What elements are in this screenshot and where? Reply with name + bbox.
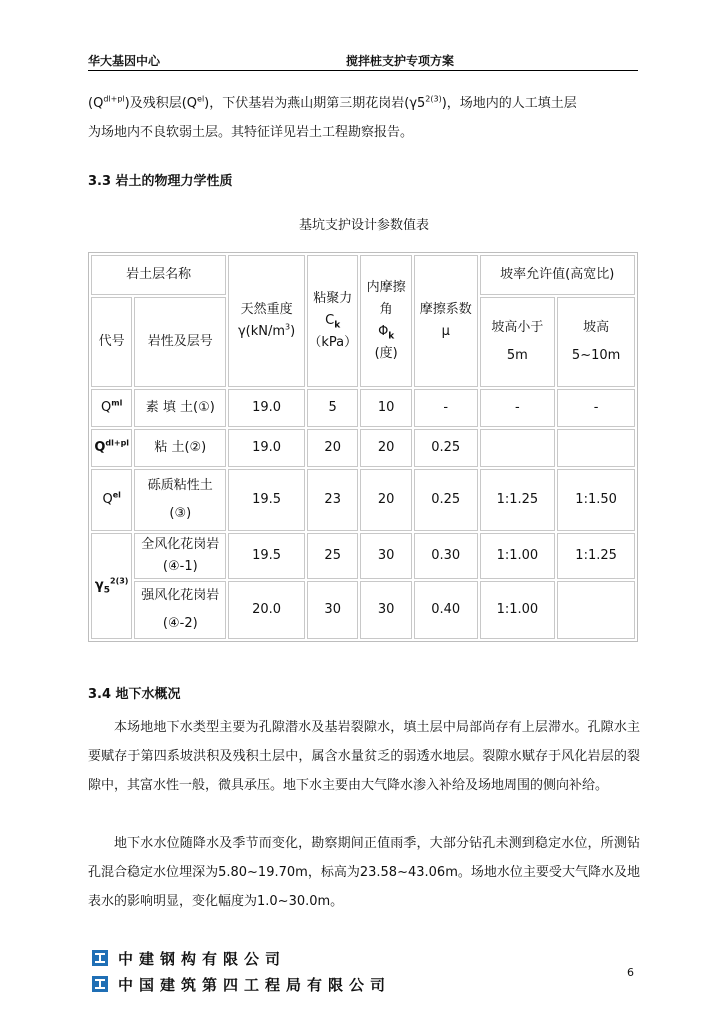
cell-lithology: 全风化花岗岩 (④-1) xyxy=(134,533,226,579)
header-unit-weight: 天然重度$\gamma(kN/m^3)$ xyxy=(228,255,305,387)
header-slope-under-5m: 坡高小于 5m xyxy=(480,297,556,387)
header-divider xyxy=(88,70,638,71)
cell-slope-under-5m: 1:1.00 xyxy=(480,581,556,639)
cell-slope-5-10m xyxy=(557,429,635,467)
cell-friction-angle: 20 xyxy=(360,469,411,531)
cell-friction-coefficient: 0.30 xyxy=(414,533,478,579)
groundwater-paragraph-2: 地下水水位随降水及季节而变化，勘察期间正值雨季，大部分钻孔未测到稳定水位，所测钻孔混合稳定水位埋深为5.80~19.70m，标高为23.58~43.06m。场地水位主要受大气降水及地表水的影响明显，变化幅度为1.0~30.0m。 xyxy=(88,836,640,909)
cell-cohesion: 23 xyxy=(307,469,358,531)
cell-slope-5-10m: - xyxy=(557,389,635,427)
cell-slope-5-10m xyxy=(557,581,635,639)
cell-friction-coefficient: 0.25 xyxy=(414,429,478,467)
header-cohesion: 粘聚力 $C_k$ （kPa） xyxy=(307,255,358,387)
cell-cohesion: 30 xyxy=(307,581,358,639)
soil-parameter-table xyxy=(88,252,638,642)
cell-friction-angle: 20 xyxy=(360,429,411,467)
cell-friction-angle: 10 xyxy=(360,389,411,427)
footer-company-1: 中建钢构有限公司 xyxy=(118,950,287,968)
cell-friction-angle: 30 xyxy=(360,581,411,639)
cell-slope-under-5m xyxy=(480,429,556,467)
cell-unit-weight: 20.0 xyxy=(228,581,305,639)
cell-slope-under-5m: 1:1.25 xyxy=(480,469,556,531)
footer-company-2: 中国建筑第四工程局有限公司 xyxy=(118,976,392,994)
cell-friction-coefficient: - xyxy=(414,389,478,427)
header-layer-name: 岩土层名称 xyxy=(91,255,226,295)
cell-code: $\gamma_5^{2(3)}$ xyxy=(91,533,132,639)
cell-unit-weight: 19.0 xyxy=(228,389,305,427)
cell-lithology: 强风化花岗岩 (④-2) xyxy=(134,581,226,639)
cell-code: $Q^{dl+pl}$ xyxy=(91,429,132,467)
table-row xyxy=(91,581,635,639)
table-row xyxy=(91,533,635,579)
cell-slope-under-5m: 1:1.00 xyxy=(480,533,556,579)
table-row xyxy=(91,389,635,427)
section-heading-3-4: 3.4 地下水概况 xyxy=(88,687,181,702)
header-slope-ratio: 坡率允许值(高宽比) xyxy=(480,255,635,295)
cell-unit-weight: 19.0 xyxy=(228,429,305,467)
cell-lithology: 素 填 土(①) xyxy=(134,389,226,427)
cell-friction-angle: 30 xyxy=(360,533,411,579)
header-slope-5-10m: 坡高 5~10m xyxy=(557,297,635,387)
cell-unit-weight: 19.5 xyxy=(228,469,305,531)
cell-friction-coefficient: 0.25 xyxy=(414,469,478,531)
cell-cohesion: 25 xyxy=(307,533,358,579)
cell-slope-under-5m: - xyxy=(480,389,556,427)
section-heading-3-3: 3.3 岩土的物理力学性质 xyxy=(88,174,233,189)
cell-lithology: 粘 土(②) xyxy=(134,429,226,467)
header-left: 华大基因中心 xyxy=(88,54,161,68)
header-lithology: 岩性及层号 xyxy=(134,297,226,387)
cell-lithology: 砾质粘性土 (③) xyxy=(134,469,226,531)
table-row xyxy=(91,469,635,531)
company-logo-icon xyxy=(92,976,108,992)
company-logo-icon xyxy=(92,950,108,966)
page-header xyxy=(88,52,638,70)
table-caption: 基坑支护设计参数值表 xyxy=(298,218,429,233)
cell-code: $Q^{el}$ xyxy=(91,469,132,531)
header-code: 代号 xyxy=(91,297,132,387)
cell-cohesion: 5 xyxy=(307,389,358,427)
cell-friction-coefficient: 0.40 xyxy=(414,581,478,639)
cell-cohesion: 20 xyxy=(307,429,358,467)
header-center: 搅拌桩支护专项方案 xyxy=(346,54,455,68)
header-friction-coefficient: 摩擦系数 μ xyxy=(414,255,478,387)
header-friction-angle: 内摩擦 角 $\Phi_k$ (度) xyxy=(360,255,411,387)
cell-unit-weight: 19.5 xyxy=(228,533,305,579)
intro-line-1: $(Q^{dl+pl})$及残积层$(Q^{el})$，下伏基岩为燕山期第三期花岗岩$(\gamma 5^{2(3)})$，场地内的人工填土层 xyxy=(88,94,577,111)
cell-slope-5-10m: 1:1.50 xyxy=(557,469,635,531)
table-row xyxy=(91,429,635,467)
cell-code: $Q^{ml}$ xyxy=(91,389,132,427)
groundwater-paragraph-1: 本场地地下水类型主要为孔隙潜水及基岩裂隙水，填土层中局部尚存有上层滞水。孔隙水主要赋存于第四系坡洪积及残积土层中，属含水量贫乏的弱透水地层。裂隙水赋存于风化岩层的裂隙中，其富水性一般，微具承压。地下水主要由大气降水渗入补给及场地周围的侧向补给。 xyxy=(88,720,640,793)
cell-slope-5-10m: 1:1.25 xyxy=(557,533,635,579)
intro-line-2: 为场地内不良软弱土层。其特征详见岩土工程勘察报告。 xyxy=(88,125,414,140)
page-number: 6 xyxy=(627,966,634,979)
